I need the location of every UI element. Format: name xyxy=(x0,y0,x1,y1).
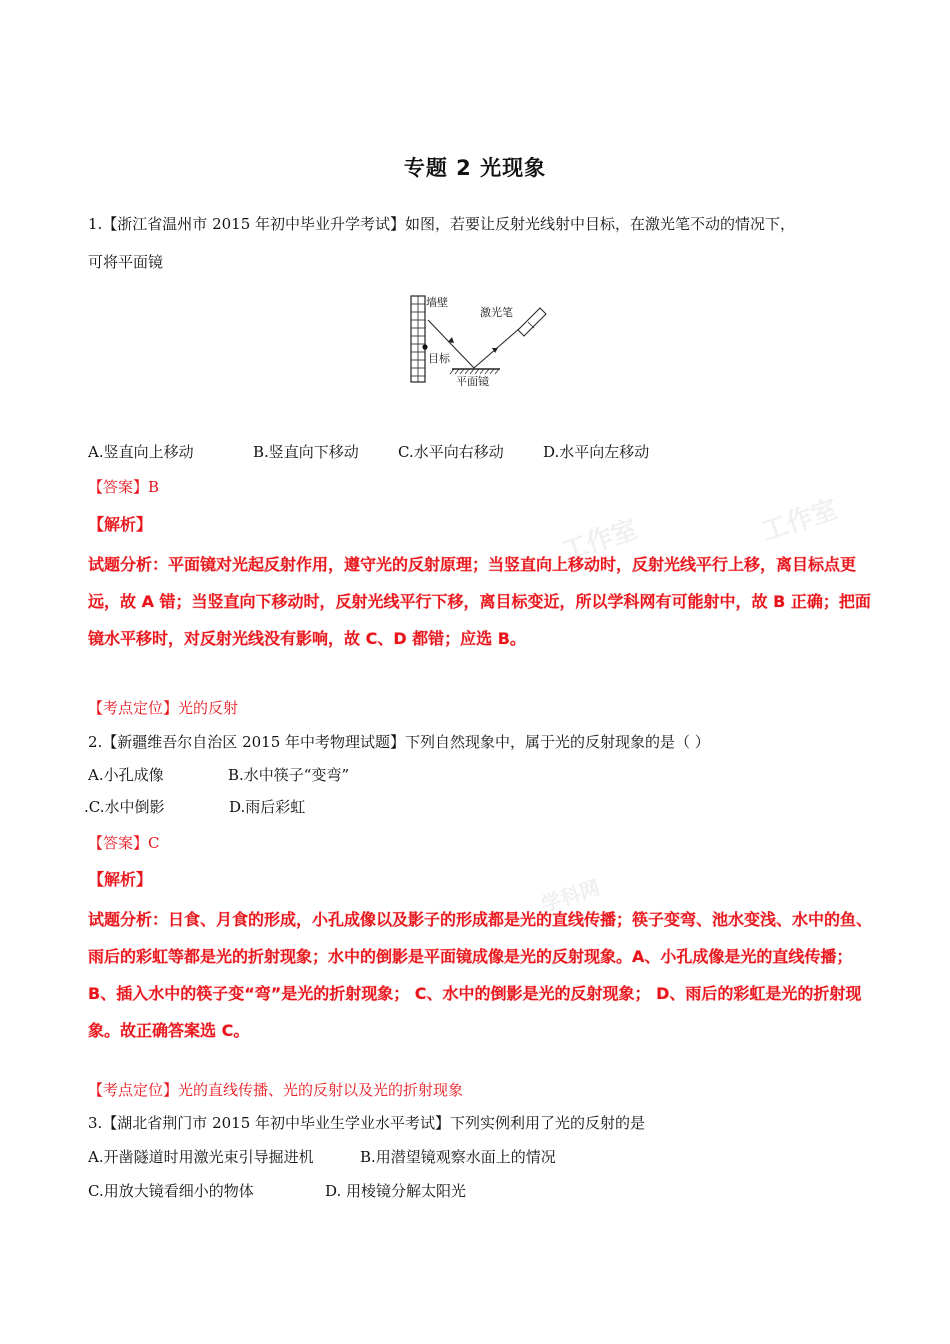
q1-keypoint: 【考点定位】光的反射 xyxy=(88,699,239,717)
label-target: 目标 xyxy=(428,352,450,365)
q2-option-d: D.雨后彩虹 xyxy=(229,798,306,816)
q2-analysis-heading: 【解析】 xyxy=(88,870,153,889)
q1-figure-diagram xyxy=(408,292,550,388)
watermark: 工作室 xyxy=(558,514,642,568)
q1-option-d: D.水平向左移动 xyxy=(543,443,650,461)
q2-option-a: A.小孔成像 xyxy=(88,766,164,784)
q3-option-b: B.用潜望镜观察水面上的情况 xyxy=(360,1148,556,1166)
label-mirror: 平面镜 xyxy=(456,375,489,388)
reflection-diagram xyxy=(408,292,550,388)
q1-analysis-text: 试题分析：平面镜对光起反射作用，遵守光的反射原理；当竖直向上移动时，反射光线平行上移，离目标点更远，故 A 错；当竖直向下移动时，反射光线平行下移，离目标变近，所以学科网有可能射中，故 B 正确；把面镜水平移时，对反射光线没有影响，故 C、D 都错；应选 B。 xyxy=(88,555,871,648)
q2-answer: 【答案】C xyxy=(88,834,160,852)
laser-pen-shape xyxy=(518,308,546,336)
watermark: 工作室 xyxy=(758,494,842,548)
q2-option-b: B.水中筷子“变弯” xyxy=(228,766,350,784)
q1-option-c: C.水平向右移动 xyxy=(398,443,504,461)
label-wall: 墙壁 xyxy=(426,296,448,309)
q3-option-c: C.用放大镜看细小的物体 xyxy=(88,1182,254,1200)
q2-keypoint: 【考点定位】光的直线传播、光的反射以及光的折射现象 xyxy=(88,1081,464,1099)
watermark: 学科网 xyxy=(538,875,603,917)
q2-option-c: .C.水中倒影 xyxy=(84,798,165,816)
q1-stem-line1: 1.【浙江省温州市 2015 年初中毕业升学考试】如图，若要让反射光线射中目标，在激光笔不动的情况下， xyxy=(88,215,796,233)
q1-answer: 【答案】B xyxy=(88,478,160,496)
q3-stem: 3.【湖北省荆门市 2015 年初中毕业生学业水平考试】下列实例利用了光的反射的是 xyxy=(88,1114,646,1132)
q2-analysis-text: 试题分析：日食、月食的形成，小孔成像以及影子的形成都是光的直线传播；筷子变弯、池水变浅、水中的鱼、雨后的彩虹等都是光的折射现象；水中的倒影是平面镜成像是光的反射现象。A、小孔成像是光的直线传播；B、插入水中的筷子变“弯”是光的折射现象； C、水中的倒影是光的反射现象； D、雨后的彩虹是光的折射现象。故正确答案选 C。 xyxy=(88,910,873,1040)
ray-arrow xyxy=(492,348,498,353)
q3-option-d: D. 用棱镜分解太阳光 xyxy=(325,1182,467,1200)
ray-arrow xyxy=(448,337,454,343)
q2-stem: 2.【新疆维吾尔自治区 2015 年中考物理试题】下列自然现象中，属于光的反射现象的是（ ） xyxy=(88,733,710,751)
q1-stem-line2: 可将平面镜 xyxy=(88,253,164,271)
q1-analysis-heading: 【解析】 xyxy=(88,515,153,534)
q3-option-a: A.开凿隧道时用激光束引导掘进机 xyxy=(88,1148,314,1166)
target-dot xyxy=(422,344,427,349)
q1-option-a: A.竖直向上移动 xyxy=(88,443,194,461)
page-title: 专题 2 光现象 xyxy=(403,156,547,180)
label-laser: 激光笔 xyxy=(480,306,513,319)
q1-option-b: B.竖直向下移动 xyxy=(253,443,359,461)
wall-bricks xyxy=(411,296,425,382)
